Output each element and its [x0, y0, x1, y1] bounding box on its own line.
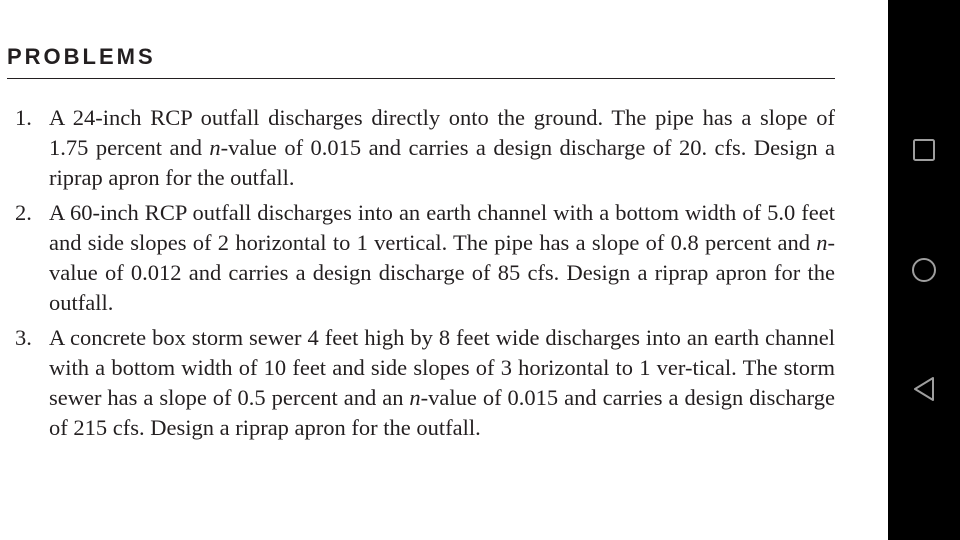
problem-number: 1. — [15, 105, 32, 130]
variable-n: n — [209, 135, 221, 160]
problem-text: A concrete box storm sewer 4 feet high by 8 feet wide discharges into an earth channel with a bottom width of 10 feet and side slopes of 3 horizontal to 1 ver-tical. The storm sewer has a slope of 0.5 percent and an n-value of 0.015 and carries a design discharge of 215 cfs. Design a riprap apron for the outfall. — [49, 325, 835, 440]
problem-number: 3. — [15, 325, 32, 350]
problem-text: A 60-inch RCP outfall discharges into an earth channel with a bottom width of 5.0 feet and side slopes of 2 horizontal to 1 vertical. The pipe has a slope of 0.8 percent and n-value of 0.012 and carries a design discharge of 85 cfs. Design a riprap apron for the outfall. — [49, 200, 835, 315]
section-heading: PROBLEMS — [7, 44, 156, 69]
recents-button[interactable] — [908, 134, 940, 166]
problem-item — [0, 323, 835, 443]
problem-item — [0, 198, 835, 318]
variable-n: n — [409, 385, 421, 410]
problem-list — [0, 103, 835, 448]
square-icon — [912, 138, 936, 162]
variable-n: n — [816, 230, 828, 255]
problem-number: 2. — [15, 200, 32, 225]
circle-icon — [911, 257, 937, 283]
navigation-bar — [888, 0, 960, 540]
heading-rule — [7, 78, 835, 79]
problem-text: A 24-inch RCP outfall discharges directly onto the ground. The pipe has a slope of 1.75 percent and n-value of 0.015 and carries a design discharge of 20. cfs. Design a riprap apron for the outfall. — [49, 105, 835, 190]
problem-item — [0, 103, 835, 193]
triangle-back-icon — [912, 376, 936, 402]
home-button[interactable] — [908, 254, 940, 286]
back-button[interactable] — [908, 373, 940, 405]
